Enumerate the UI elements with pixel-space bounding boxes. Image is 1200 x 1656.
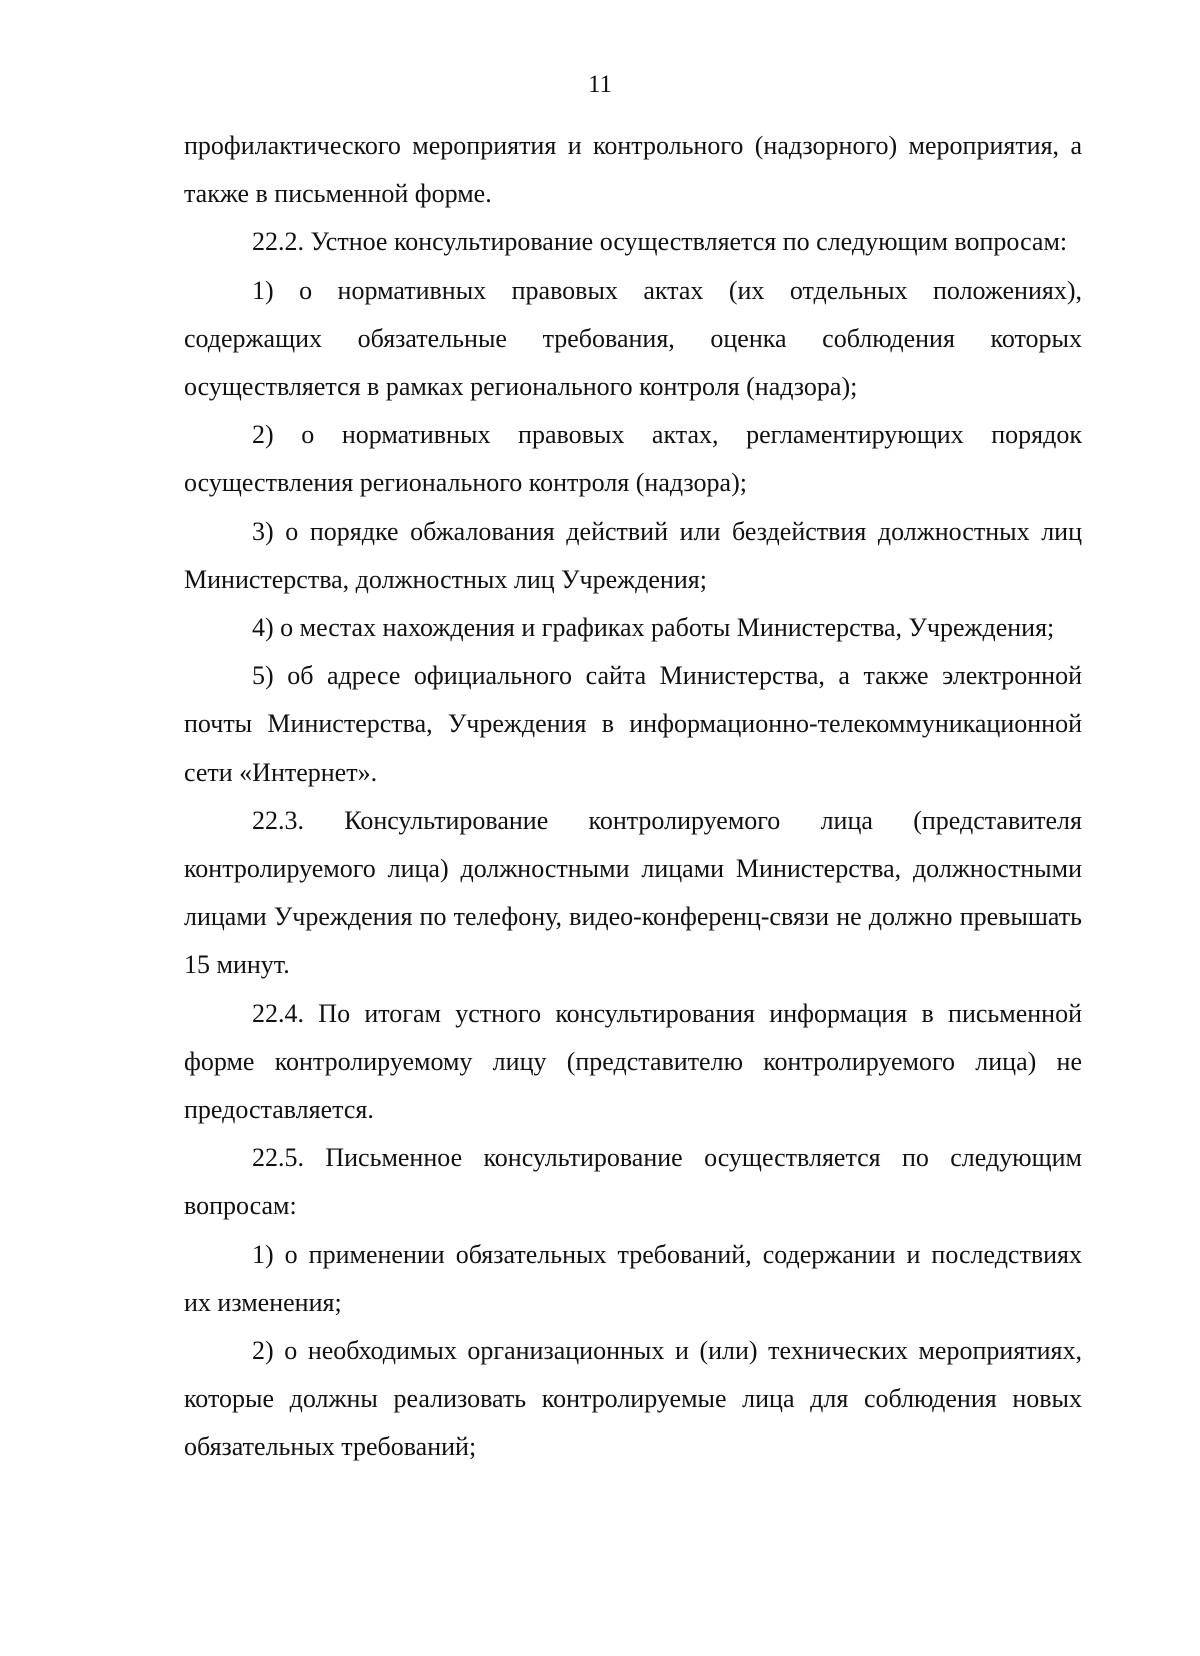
list-item-22-2-2: 2) о нормативных правовых актах, регламентирующих порядок осуществления регионального контроля (надзора);: [184, 420, 1082, 498]
list-item-22-2-1: 1) о нормативных правовых актах (их отдельных положениях), содержащих обязательные требования, оценка соблюдения которых осуществляется в рамках регионального контроля (надзора);: [184, 275, 1082, 402]
paragraph-22-2: 22.2. Устное консультирование осуществляется по следующим вопросам:: [252, 227, 1068, 257]
paragraph-22-3: 22.3. Консультирование контролируемого лица (представителя контролируемого лица) должностными лицами Министерства, должностными лицами Учреждения по телефону, видео-конференц-связи не должно превышать 15 минут.: [184, 805, 1082, 980]
paragraph-22-5: 22.5. Письменное консультирование осуществляется по следующим вопросам:: [184, 1143, 1082, 1221]
document-body: [184, 122, 1082, 1472]
paragraph-22-4: 22.4. По итогам устного консультирования информация в письменной форме контролируемому лицу (представителю контролируемого лица) не предоставляется.: [184, 998, 1082, 1125]
paragraph-continuation: профилактического мероприятия и контрольного (надзорного) мероприятия, а также в письменной форме.: [184, 131, 1082, 209]
list-item-22-2-5: 5) об адресе официального сайта Министерства, а также электронной почты Министерства, Учреждения в информационно-телекоммуникационной сети «Интернет».: [184, 661, 1082, 787]
list-item-22-5-2: 2) о необходимых организационных и (или) технических мероприятиях, которые должны реализовать контролируемые лица для соблюдения новых обязательных требований;: [184, 1336, 1082, 1462]
list-item-22-2-3: 3) о порядке обжалования действий или бездействия должностных лиц Министерства, должностных лиц Учреждения;: [184, 516, 1082, 594]
page-number: 11: [587, 71, 613, 98]
list-item-22-5-1: 1) о применении обязательных требований, содержании и последствиях их изменения;: [184, 1239, 1082, 1317]
list-item-22-2-4: 4) о местах нахождения и графиках работы Министерства, Учреждения;: [252, 613, 1055, 643]
